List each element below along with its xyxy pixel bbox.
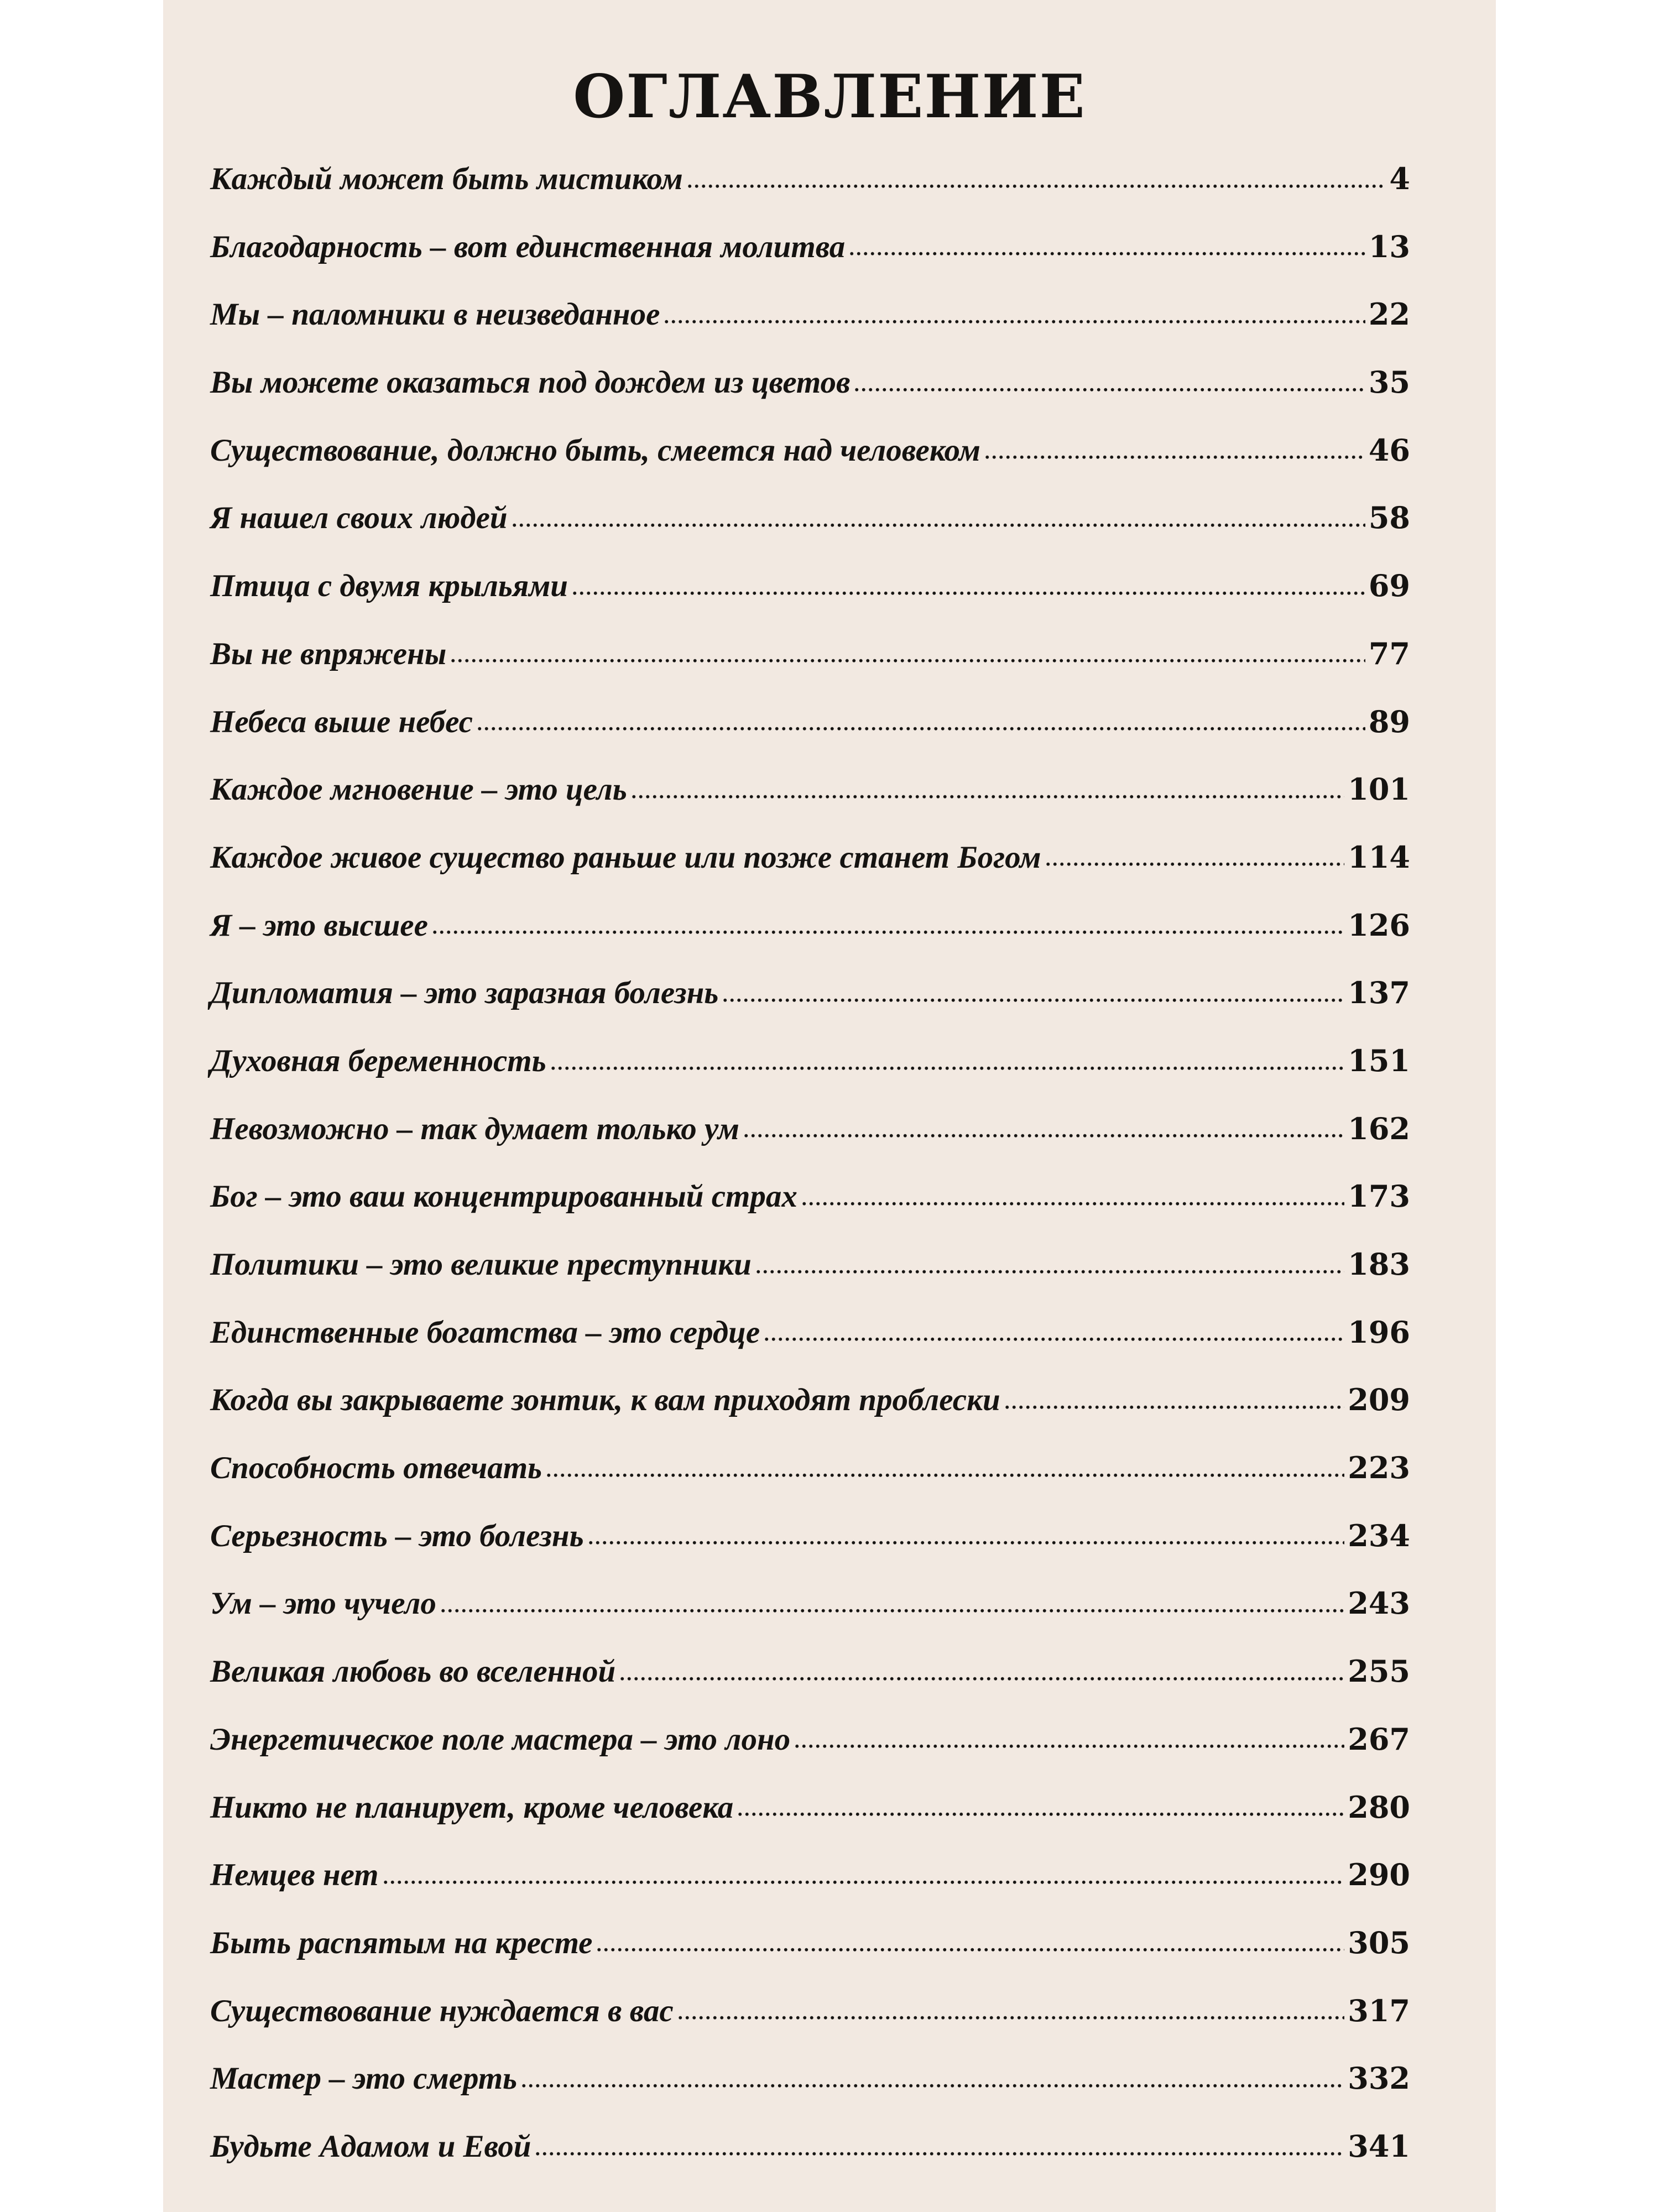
toc-entry-title: Невозможно – так думает только ум [210, 1111, 739, 1146]
toc-entry [210, 416, 1410, 484]
toc-entry-title: Ум – это чучело [210, 1586, 436, 1621]
dot-leader [619, 1676, 1344, 1682]
toc-entry [210, 213, 1410, 281]
toc-entry [210, 1841, 1410, 1909]
dot-leader [431, 929, 1344, 935]
dot-leader [440, 1608, 1344, 1614]
toc-entry-title: Я нашел своих людей [210, 500, 508, 536]
toc-entry [210, 1366, 1410, 1434]
table-of-contents [210, 145, 1410, 2180]
dot-leader [534, 2151, 1344, 2157]
toc-entry-title: Единственные богатства – это сердце [210, 1314, 760, 1350]
toc-entry-title: Птица с двумя крыльями [210, 568, 568, 604]
dot-leader [476, 726, 1365, 732]
toc-entry-page-number: 223 [1348, 1450, 1410, 1486]
dot-leader [737, 1811, 1344, 1817]
toc-entry [210, 1027, 1410, 1095]
dot-leader [382, 1879, 1345, 1885]
toc-entry [210, 688, 1410, 756]
toc-entry [210, 484, 1410, 552]
toc-entry [210, 552, 1410, 620]
toc-entry-title: Быть распятым на кресте [210, 1925, 593, 1960]
toc-entry-title: Способность отвечать [210, 1451, 542, 1486]
toc-entry-title: Благодарность – вот единственная молитва [210, 229, 846, 264]
toc-entry [210, 1977, 1410, 2045]
toc-entry-title: Энергетическое поле мастера – это лоно [210, 1721, 791, 1757]
toc-entry [210, 1095, 1410, 1163]
toc-entry [210, 2112, 1410, 2180]
toc-entry-page-number: 173 [1348, 1178, 1410, 1214]
toc-entry-page-number: 243 [1348, 1585, 1410, 1621]
dot-leader [801, 1201, 1344, 1207]
toc-entry-page-number: 77 [1368, 635, 1410, 671]
toc-entry-page-number: 162 [1348, 1110, 1410, 1146]
dot-leader [1004, 1404, 1345, 1410]
dot-leader [587, 1540, 1345, 1546]
dot-leader [984, 454, 1365, 460]
toc-entry-title: Немцев нет [210, 1858, 379, 1893]
toc-entry-page-number: 290 [1348, 1857, 1410, 1893]
page-title: ОГЛАВЛЕНИЕ [573, 62, 1086, 132]
toc-entry [210, 755, 1410, 823]
toc-entry-page-number: 89 [1368, 703, 1410, 739]
toc-entry-title: Я – это высшее [210, 907, 428, 943]
toc-entry [210, 1298, 1410, 1366]
toc-entry-title: Мы – паломники в неизведанное [210, 297, 660, 332]
toc-entry-title: Когда вы закрываете зонтик, к вам приходят проблески [210, 1383, 1000, 1418]
dot-leader [722, 997, 1344, 1003]
toc-entry-page-number: 22 [1368, 296, 1410, 332]
book-page [163, 0, 1496, 2212]
toc-entry [210, 145, 1410, 213]
toc-entry-page-number: 4 [1389, 161, 1410, 196]
toc-entry-page-number: 234 [1348, 1517, 1410, 1553]
toc-entry [210, 620, 1410, 688]
dot-leader [663, 319, 1365, 325]
toc-entry-title: Будьте Адамом и Евой [210, 2128, 531, 2164]
toc-entry-title: Каждый может быть мистиком [210, 161, 683, 196]
dot-leader [1045, 861, 1345, 867]
toc-entry [210, 1502, 1410, 1570]
dot-leader [743, 1133, 1344, 1139]
toc-entry-title: Небеса выше небес [210, 704, 473, 739]
dot-leader [450, 658, 1365, 664]
dot-leader [571, 590, 1365, 596]
toc-entry-title: Бог – это ваш концентрированный страх [210, 1179, 797, 1214]
toc-entry-page-number: 267 [1348, 1721, 1410, 1757]
toc-entry-title: Серьезность – это болезнь [210, 1518, 584, 1553]
toc-entry-title: Каждое живое существо раньше или позже станет Богом [210, 839, 1041, 875]
toc-entry [210, 1230, 1410, 1298]
toc-entry-title: Великая любовь во вселенной [210, 1654, 616, 1689]
toc-entry-title: Существование нуждается в вас [210, 1993, 674, 2028]
toc-entry-page-number: 280 [1348, 1789, 1410, 1825]
toc-entry-page-number: 101 [1348, 771, 1410, 807]
toc-entry-page-number: 196 [1348, 1314, 1410, 1350]
toc-entry-title: Никто не планирует, кроме человека [210, 1790, 734, 1825]
dot-leader [763, 1336, 1344, 1342]
toc-entry-title: Дипломатия – это заразная болезнь [210, 975, 719, 1011]
toc-entry-page-number: 69 [1368, 568, 1410, 604]
toc-entry-page-number: 126 [1348, 907, 1410, 943]
toc-entry [210, 1434, 1410, 1502]
toc-entry [210, 1705, 1410, 1773]
toc-entry-page-number: 209 [1348, 1382, 1410, 1418]
toc-entry-page-number: 332 [1348, 2060, 1410, 2096]
toc-entry-page-number: 317 [1348, 1992, 1410, 2028]
toc-entry-page-number: 137 [1348, 975, 1410, 1011]
dot-leader [755, 1269, 1344, 1275]
toc-entry-page-number: 341 [1348, 2128, 1410, 2164]
toc-entry [210, 1773, 1410, 1841]
dot-leader [677, 2015, 1345, 2021]
dot-leader [848, 251, 1365, 257]
toc-entry [210, 823, 1410, 891]
toc-entry-page-number: 151 [1348, 1042, 1410, 1078]
dot-leader [794, 1743, 1344, 1749]
toc-entry-page-number: 114 [1348, 839, 1410, 875]
toc-entry [210, 1162, 1410, 1230]
toc-entry [210, 1909, 1410, 1977]
toc-entry-page-number: 58 [1368, 500, 1410, 536]
dot-leader [550, 1065, 1345, 1071]
toc-entry [210, 891, 1410, 959]
dot-leader [853, 387, 1365, 393]
dot-leader [545, 1472, 1344, 1478]
toc-entry-page-number: 46 [1368, 432, 1410, 468]
dot-leader [686, 183, 1386, 189]
toc-entry [210, 1569, 1410, 1637]
toc-entry-page-number: 183 [1348, 1246, 1410, 1282]
toc-entry [210, 280, 1410, 348]
dot-leader [596, 1947, 1344, 1953]
toc-entry-title: Вы можете оказаться под дождем из цветов [210, 365, 851, 400]
toc-entry-title: Вы не впряжены [210, 636, 447, 671]
toc-entry-page-number: 305 [1348, 1924, 1410, 1960]
dot-leader [511, 522, 1365, 528]
toc-entry-title: Существование, должно быть, смеется над человеком [210, 432, 980, 468]
toc-entry-title: Политики – это великие преступники [210, 1247, 752, 1282]
toc-entry [210, 2044, 1410, 2112]
toc-entry-title: Каждое мгновение – это цель [210, 772, 627, 807]
dot-leader [520, 2083, 1344, 2089]
toc-entry-page-number: 255 [1348, 1653, 1410, 1689]
toc-entry [210, 348, 1410, 416]
toc-entry [210, 1637, 1410, 1705]
toc-entry-title: Мастер – это смерть [210, 2061, 518, 2096]
toc-entry-title: Духовная беременность [210, 1043, 546, 1078]
toc-entry [210, 959, 1410, 1027]
toc-entry-page-number: 13 [1368, 228, 1410, 264]
toc-entry-page-number: 35 [1368, 364, 1410, 400]
dot-leader [630, 794, 1344, 800]
